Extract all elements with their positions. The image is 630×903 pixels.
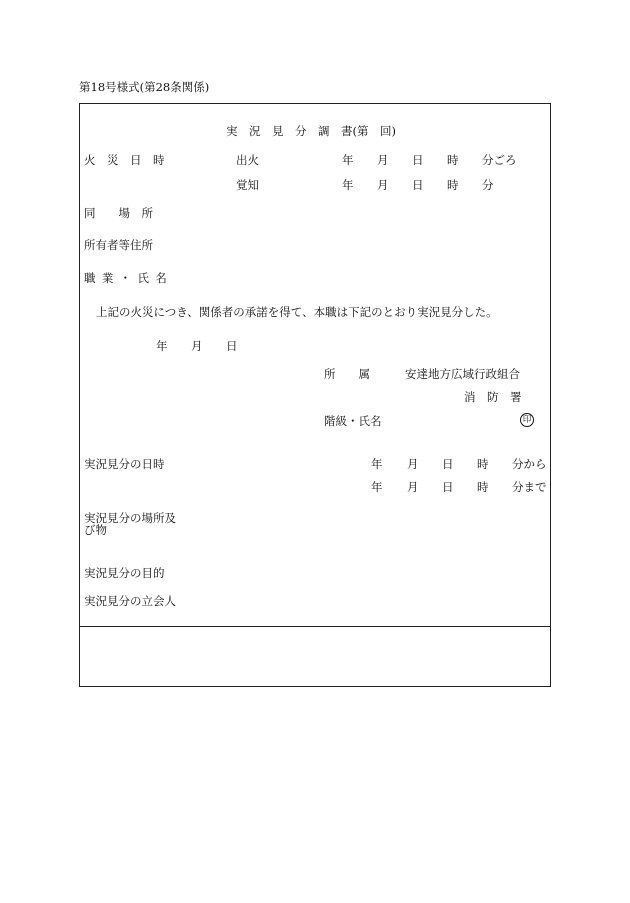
affiliation-value: 安達地方広域行政組合 xyxy=(405,367,520,381)
inspection-place-label-line1: 実況見分の場所及 xyxy=(84,511,176,525)
report-year: 年 xyxy=(156,339,168,353)
inspection-to-month: 月 xyxy=(407,480,419,494)
detection-minute: 分 xyxy=(482,178,494,192)
outbreak-month: 月 xyxy=(377,153,389,167)
inspection-to-day: 日 xyxy=(442,480,454,494)
inspection-to-hour: 時 xyxy=(477,480,489,494)
affiliation-label: 所 属 xyxy=(324,367,370,381)
occupation-name-label: 職業・氏名 xyxy=(84,271,174,285)
inspection-from-month: 月 xyxy=(407,457,419,471)
statement: 上記の火災につき、関係者の承諾を得て、本職は下記のとおり実況見分した。 xyxy=(96,305,498,319)
inspection-from-day: 日 xyxy=(442,457,454,471)
form-id: 第18号様式(第28条関係) xyxy=(79,80,210,94)
section-divider xyxy=(79,626,551,627)
inspection-place-label-line2: び物 xyxy=(84,523,107,537)
outbreak-year: 年 xyxy=(342,153,354,167)
document-title: 実 況 見 分 調 書(第 回) xyxy=(226,124,396,138)
inspection-to-year: 年 xyxy=(371,480,383,494)
report-month: 月 xyxy=(191,339,203,353)
inspection-from-minute: 分から xyxy=(512,457,547,471)
fire-station: 消 防 署 xyxy=(464,390,522,404)
fire-datetime-label: 火 災 日 時 xyxy=(84,153,165,167)
owner-address-label: 所有者等住所 xyxy=(84,238,153,252)
inspection-witness-label: 実況見分の立会人 xyxy=(84,594,176,608)
outbreak-day: 日 xyxy=(412,153,424,167)
inspection-from-hour: 時 xyxy=(477,457,489,471)
detection-month: 月 xyxy=(377,178,389,192)
inspection-datetime-label: 実況見分の日時 xyxy=(84,457,165,471)
detection-label: 覚知 xyxy=(236,178,259,192)
inspection-to-minute: 分まで xyxy=(512,480,547,494)
outbreak-label: 出火 xyxy=(236,153,259,167)
detection-hour: 時 xyxy=(447,178,459,192)
inspection-from-year: 年 xyxy=(371,457,383,471)
detection-day: 日 xyxy=(412,178,424,192)
report-day: 日 xyxy=(226,339,238,353)
outbreak-hour: 時 xyxy=(447,153,459,167)
seal-mark: 印 xyxy=(520,413,534,427)
inspection-purpose-label: 実況見分の目的 xyxy=(84,566,165,580)
rank-name-label: 階級・氏名 xyxy=(324,414,382,428)
detection-year: 年 xyxy=(342,178,354,192)
outbreak-minute: 分ごろ xyxy=(482,153,517,167)
place-label: 同 場 所 xyxy=(84,206,153,220)
